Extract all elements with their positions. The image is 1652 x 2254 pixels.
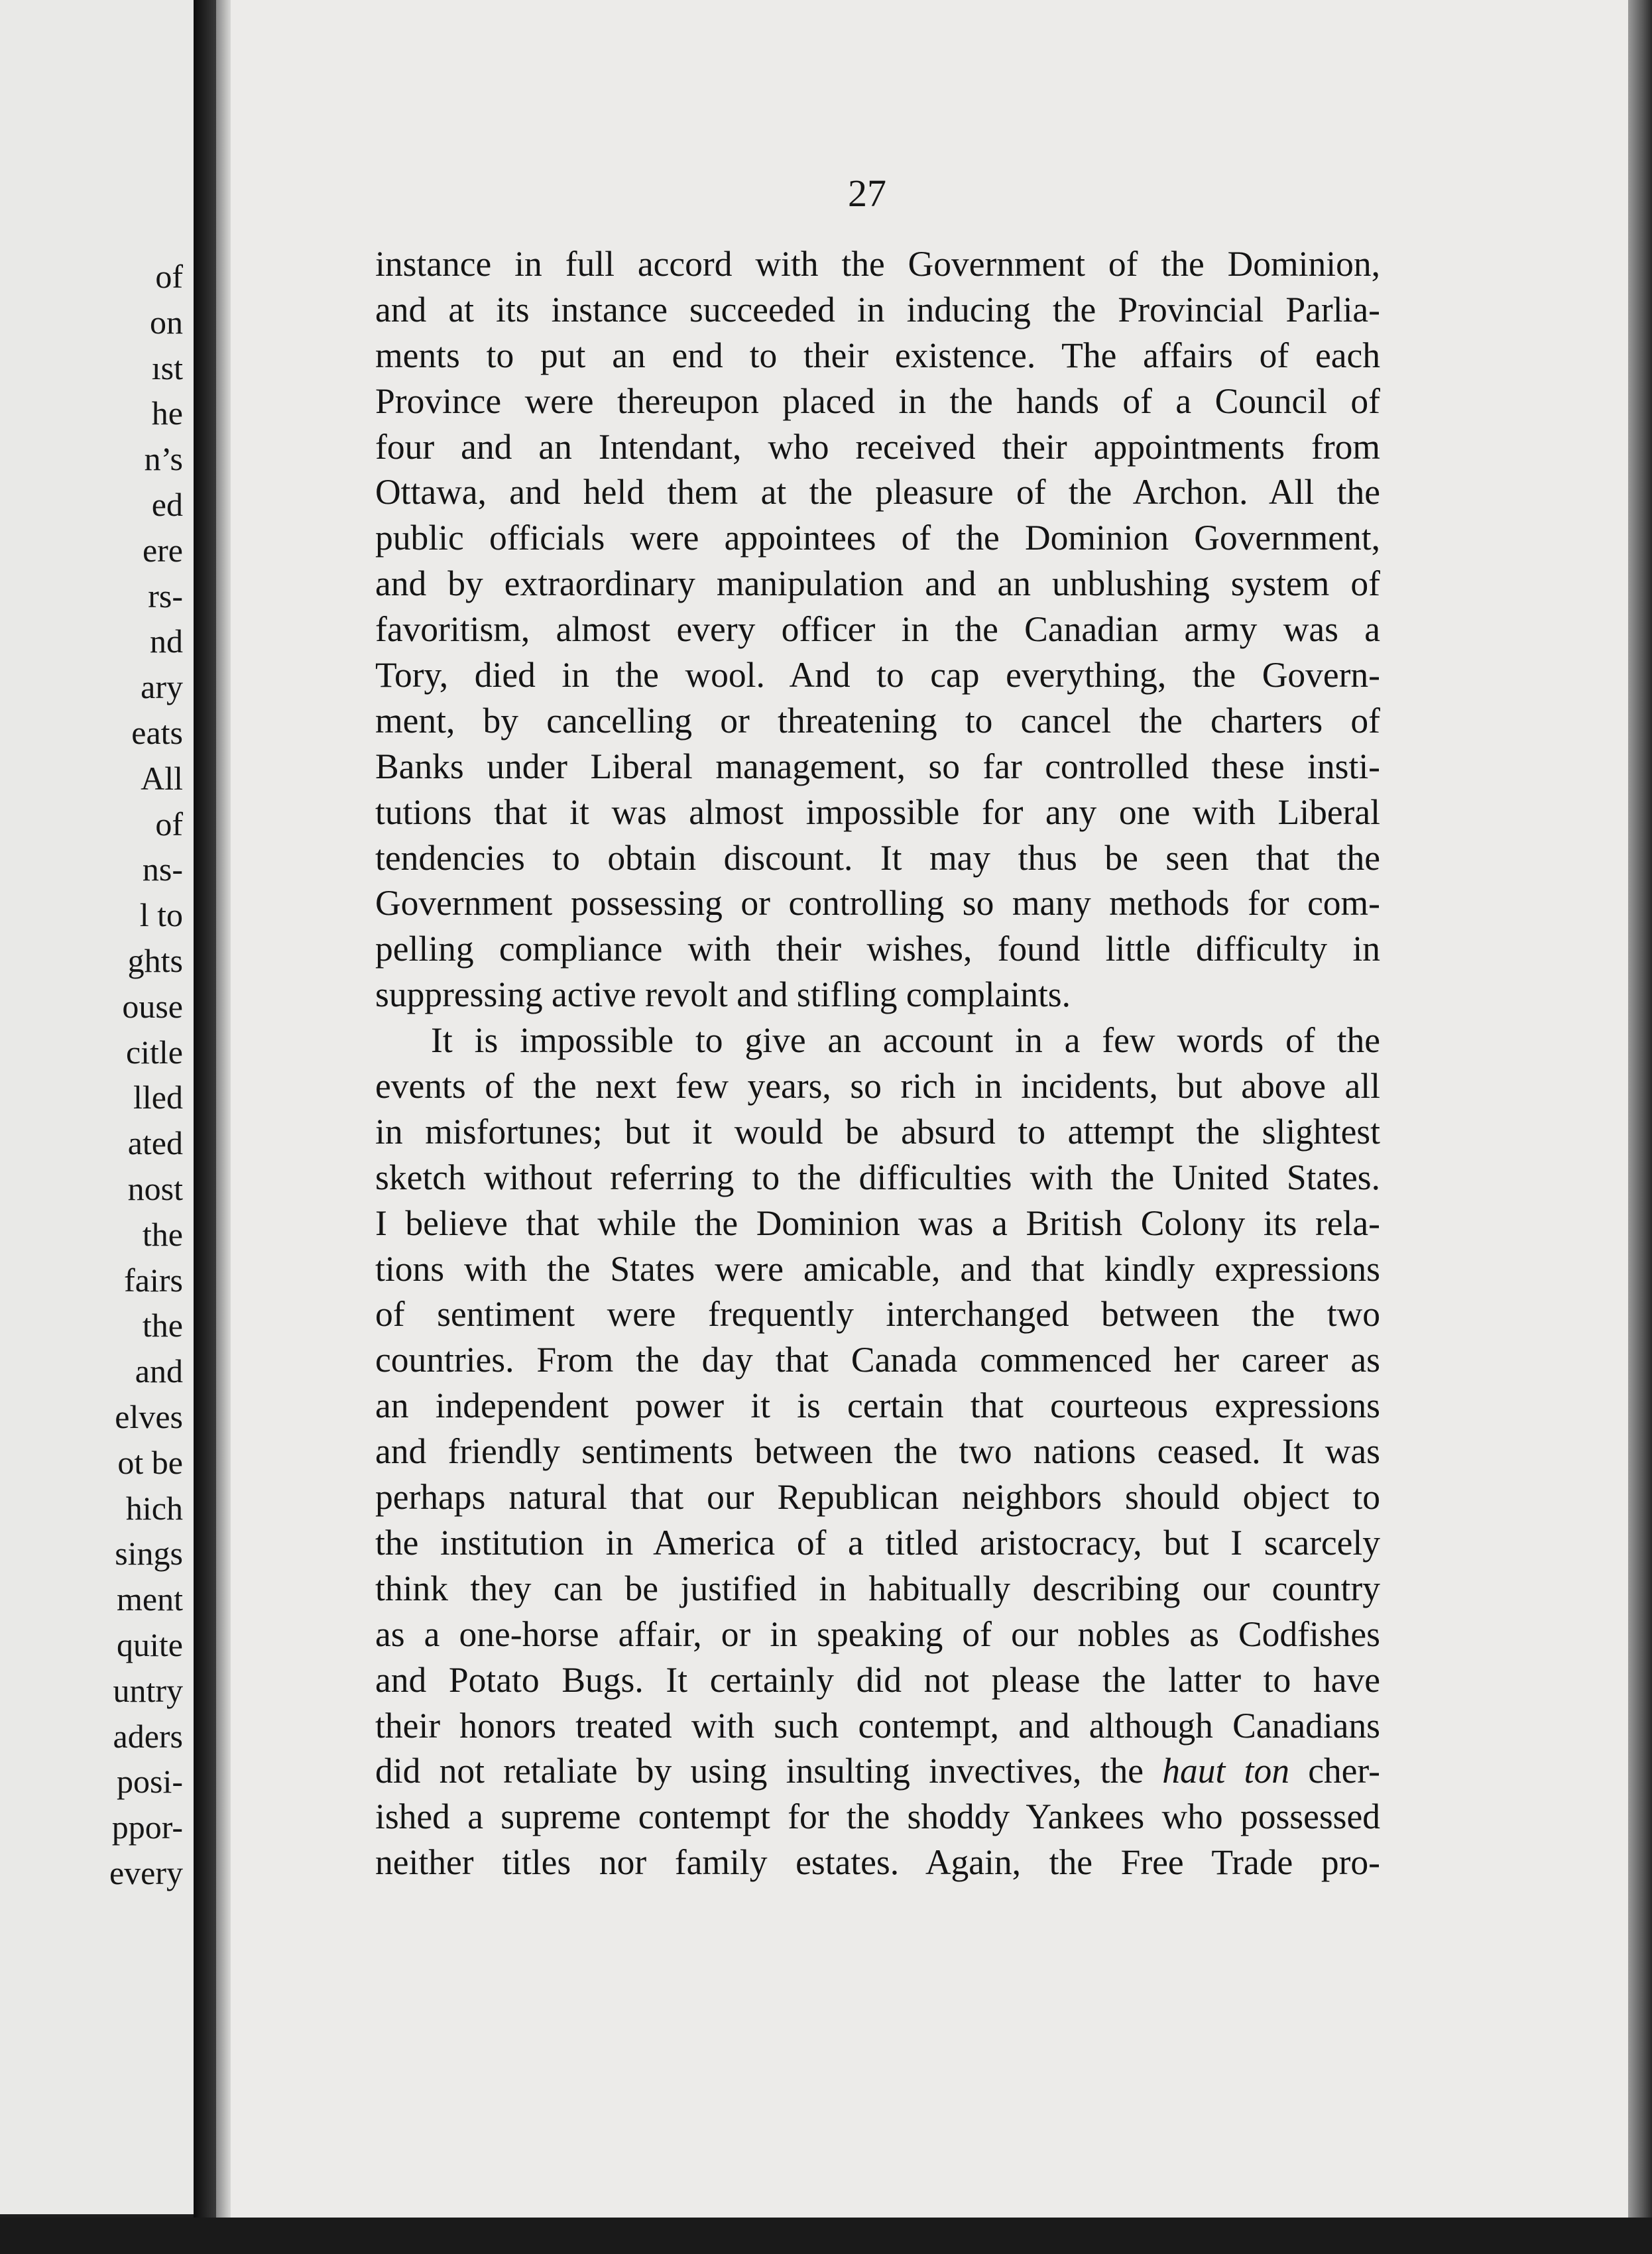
text-line: tutions that it was almost impossible for any one with Liberal xyxy=(375,792,1380,832)
text-line: neither titles nor family estates. Again, the Free Trade pro- xyxy=(375,1842,1380,1883)
left-page-fragment: eats xyxy=(131,714,183,751)
left-page-fragment: ment xyxy=(117,1580,183,1618)
text-line: sketch without referring to the difficulties with the United States. xyxy=(375,1157,1380,1197)
left-page-fragment: the xyxy=(142,1307,183,1344)
text-line: Ottawa, and held them at the pleasure of the Archon. All the xyxy=(375,472,1380,512)
text-line: suppressing active revolt and stifling complaints. xyxy=(375,975,1071,1015)
text-line: I believe that while the Dominion was a British Colony its rela- xyxy=(375,1203,1380,1243)
left-page-fragment: rs- xyxy=(148,577,183,615)
left-page-fragment: nost xyxy=(127,1170,183,1207)
left-page-fragment: ıst xyxy=(151,349,183,386)
left-page-fragment: ed xyxy=(151,486,183,523)
left-page-fragment: elves xyxy=(115,1398,183,1435)
text-line: favoritism, almost every officer in the Canadian army was a xyxy=(375,609,1380,650)
text-line: think they can be justified in habitually describing our country xyxy=(375,1568,1380,1608)
text-line: ments to put an end to their existence. The affairs of each xyxy=(375,335,1380,375)
text-line: events of the next few years, so rich in incidents, but above all xyxy=(375,1066,1380,1106)
left-page-fragment: the xyxy=(142,1215,183,1253)
left-page-fragment: on xyxy=(150,303,183,341)
left-page-fragment: ghts xyxy=(127,942,183,979)
left-page-fragment: citle xyxy=(125,1033,183,1071)
text-line: ment, by cancelling or threatening to cancel the charters of xyxy=(375,700,1380,741)
page-right-edge xyxy=(1628,0,1652,2254)
text-line: four and an Intendant, who received their appointments from xyxy=(375,426,1380,467)
left-page-fragment: ated xyxy=(127,1124,183,1162)
text-line: tendencies to obtain discount. It may thus be seen that the xyxy=(375,837,1380,878)
text-line: perhaps natural that our Republican neighbors should object to xyxy=(375,1477,1380,1517)
text-line: It is impossible to give an account in a few words of the xyxy=(431,1020,1380,1061)
scan-bottom-band xyxy=(0,2218,1652,2254)
left-facing-page xyxy=(0,0,194,2214)
text-line: did not retaliate by using insulting invectives, the haut ton cher- xyxy=(375,1751,1380,1791)
left-page-fragment: every xyxy=(109,1854,183,1891)
left-page-fragment: All xyxy=(141,759,183,797)
left-page-fragment: nd xyxy=(150,623,183,660)
left-page-fragment: aders xyxy=(113,1717,183,1755)
left-page-fragment: ot be xyxy=(117,1443,183,1481)
left-page-fragment: l to xyxy=(139,896,183,934)
text-line: an independent power it is certain that courteous expressions xyxy=(375,1386,1380,1426)
text-line: as a one-horse affair, or in speaking of our nobles as Codfishes xyxy=(375,1614,1380,1654)
left-page-fragment: n’s xyxy=(144,440,183,478)
text-line: and friendly sentiments between the two nations ceased. It was xyxy=(375,1431,1380,1472)
left-page-text-fragments xyxy=(0,0,194,2214)
text-line: the institution in America of a titled aristocracy, but I scarcely xyxy=(375,1522,1380,1563)
left-page-fragment: ary xyxy=(141,668,183,706)
left-page-fragment: fairs xyxy=(124,1261,183,1299)
text-line: and Potato Bugs. It certainly did not please the latter to have xyxy=(375,1659,1380,1700)
text-line: Province were thereupon placed in the hands of a Council of xyxy=(375,381,1380,421)
text-line: Banks under Liberal management, so far controlled these insti- xyxy=(375,746,1380,786)
body-text xyxy=(375,241,1380,1885)
text-line: and by extraordinary manipulation and an unblushing system of xyxy=(375,564,1380,604)
left-page-fragment: sings xyxy=(115,1535,183,1572)
left-page-fragment: hich xyxy=(125,1489,183,1527)
text-line: instance in full accord with the Government of the Dominion, xyxy=(375,244,1380,284)
italic-phrase: haut ton xyxy=(1162,1751,1289,1791)
left-page-fragment: he xyxy=(151,394,183,432)
left-page-fragment: posi- xyxy=(117,1763,183,1801)
text-line: ished a supreme contempt for the shoddy Yankees who possessed xyxy=(375,1797,1380,1837)
left-page-fragment: ns- xyxy=(142,851,183,888)
left-page-fragment: lled xyxy=(133,1079,183,1116)
text-line: in misfortunes; but it would be absurd to attempt the slightest xyxy=(375,1111,1380,1152)
text-line: their honors treated with such contempt, and although Canadians xyxy=(375,1705,1380,1746)
text-line: of sentiment were frequently interchanged between the two xyxy=(375,1294,1380,1335)
left-page-fragment: of xyxy=(155,258,183,295)
text-line: pelling compliance with their wishes, found little difficulty in xyxy=(375,929,1380,969)
text-line: countries. From the day that Canada commenced her career as xyxy=(375,1340,1380,1380)
left-page-fragment: ere xyxy=(142,531,183,569)
book-gutter-edge xyxy=(216,0,231,2254)
text-line: Tory, died in the wool. And to cap everything, the Govern- xyxy=(375,655,1380,695)
book-gutter-shadow xyxy=(194,0,216,2254)
text-line: public officials were appointees of the Dominion Government, xyxy=(375,518,1380,558)
left-page-fragment: ppor- xyxy=(111,1809,183,1846)
text-line: tions with the States were amicable, and that kindly expressions xyxy=(375,1248,1380,1289)
left-page-fragment: quite xyxy=(117,1626,183,1663)
left-page-fragment: ouse xyxy=(122,987,183,1025)
left-page-fragment: of xyxy=(155,805,183,843)
text-line: and at its instance succeeded in inducing the Provincial Parlia- xyxy=(375,289,1380,329)
page-number: 27 xyxy=(848,172,886,215)
left-page-fragment: and xyxy=(135,1352,183,1390)
left-page-fragment: untry xyxy=(113,1671,183,1709)
text-line: Government possessing or controlling so many methods for com- xyxy=(375,883,1380,923)
